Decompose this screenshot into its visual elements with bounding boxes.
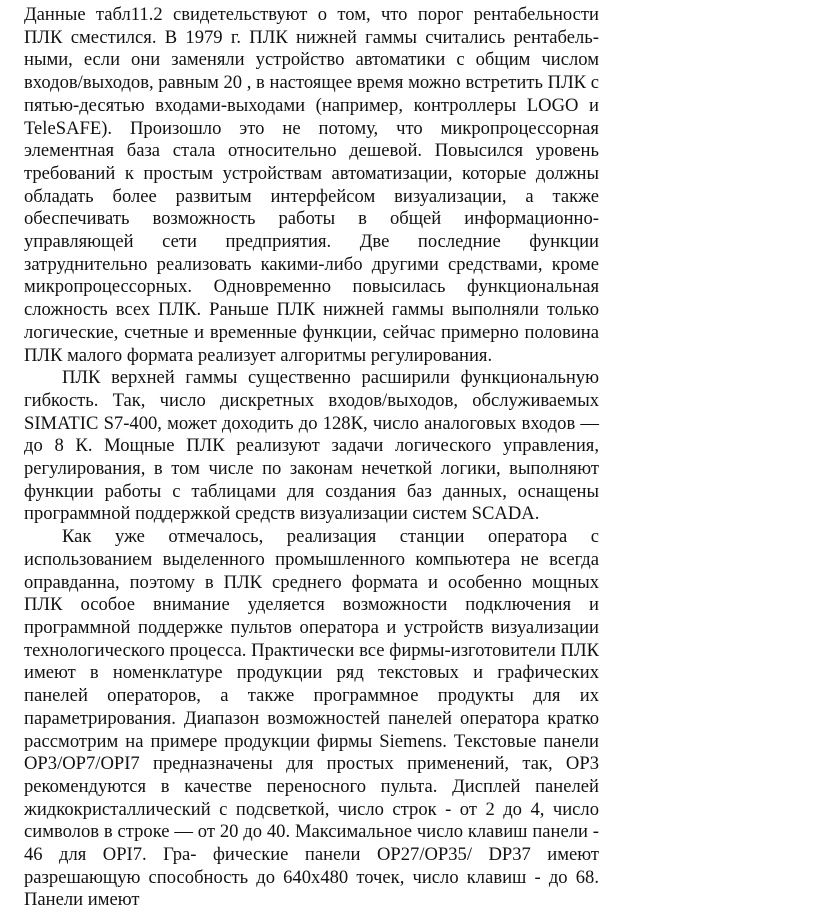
paragraph-high-end-plc: ПЛК верхней гаммы существенно расширили функциональную гибкость. Так, число дискретных входов/выходов, обслуживаемых SIMATIC S7-400, может доходить до 128К, число аналоговых входов — до 8 К. Мощные ПЛК реализуют задачи логического управления, регулирования, в том числе по законам нечеткой логики, выполняют функции работы с таблицами для создания баз данных, оснащены программной поддержкой средств визуализации систем SCADA. xyxy=(24,367,599,525)
paragraph-plc-profitability: Данные табл11.2 свидетельствуют о том, что порог рентабельности ПЛК сместился. В 1979 г. ПЛК нижней гаммы считались рентабельными, если они заменяли устройство автоматики с общим числом входов/выходов, равным 20 , в настоящее время можно встретить ПЛК с пятью-десятью входами-выходами (например, контроллеры LOGO и TeleSAFE). Произошло это не потому, что микропроцессорная элементная база стала относительно дешевой. Повысился уровень требований к простым устройствам автоматизации, которые должны обладать более развитым интерфейсом визуализации, а также обеспечивать возможность работы в общей информационно-управляющей сети предприятия. Две последние функции затруднительно реализовать какими-либо другими средствами, кроме микропроцессорных. Одновременно повысилась функциональная сложность всех ПЛК. Раньше ПЛК нижней гаммы выполняли только логические, счетные и временные функции, сейчас примерно половина ПЛК малого формата реализует алгоритмы регулирования. xyxy=(24,4,599,366)
document-page xyxy=(24,4,599,912)
paragraph-operator-panels: Как уже отмечалось, реализация станции оператора с использованием выделенного промышленного компьютера не всегда оправданна, поэтому в ПЛК среднего формата и особенно мощных ПЛК особое внимание уделяется возможности подключения и программной поддержке пультов оператора и устройств визуализации технологического процесса. Практически все фирмы-изготовители ПЛК имеют в номенклатуре продукции ряд текстовых и графических панелей операторов, а также программное продукты для их параметрирования. Диапазон возможностей панелей оператора кратко рассмотрим на примере продукции фирмы Siemens. Текстовые панели OP3/OP7/OPI7 предназначены для простых применений, так, OP3 рекомендуются в качестве переносного пульта. Дисплей панелей жидкокристаллический с подсветкой, число строк - от 2 до 4, число символов в строке — от 20 до 40. Максимальное число клавиш панели - 46 для OPI7. Гра- фические панели OP27/OP35/ DP37 имеют разрешающую способность до 640x480 точек, число клавиш - до 68. Панели имеют xyxy=(24,526,599,911)
